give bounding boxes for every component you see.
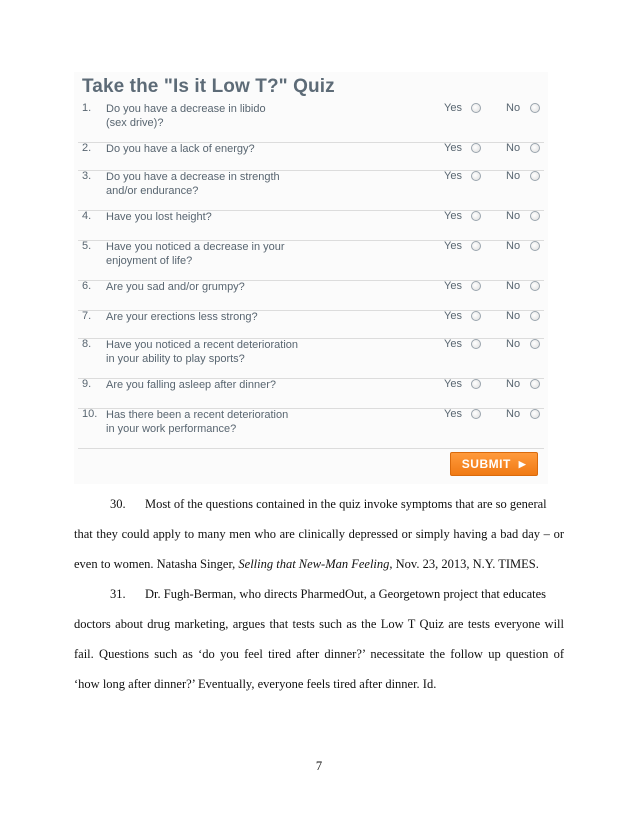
question-text: [106, 240, 336, 268]
no-label: No: [506, 240, 521, 252]
yes-radio[interactable]: [471, 311, 481, 321]
quiz-question-row: [78, 310, 544, 339]
yes-label: Yes: [444, 210, 462, 222]
paragraph-30-line-2: that they could apply to many men who are clinically depressed or simply having a bad day – or: [74, 527, 564, 541]
play-arrow-icon: ▶: [518, 458, 527, 469]
quiz-question-row: [78, 142, 544, 171]
no-radio[interactable]: [530, 281, 540, 291]
question-line-2: (sex drive)?: [106, 117, 164, 129]
question-line-1: Have you noticed a decrease in your: [106, 241, 285, 253]
no-label: No: [506, 170, 521, 182]
citation-source: Nov. 23, 2013, N.Y. TIMES.: [392, 557, 539, 571]
paragraph-text: Most of the questions contained in the quiz invoke symptoms that are so general: [145, 497, 547, 511]
question-number: 1.: [82, 102, 92, 114]
question-text: [106, 210, 336, 224]
yes-label: Yes: [444, 142, 462, 154]
question-line-1: Have you lost height?: [106, 211, 212, 223]
question-text: [106, 280, 336, 294]
paragraph-31-line-4: ‘how long after dinner?’ Eventually, everyone feels tired after dinner. Id.: [74, 677, 437, 691]
quiz-title: Take the "Is it Low T?" Quiz: [82, 76, 335, 97]
yes-label: Yes: [444, 240, 462, 252]
no-label: No: [506, 378, 521, 390]
question-number: 7.: [82, 310, 92, 322]
question-number: 10.: [82, 408, 98, 420]
question-number: 4.: [82, 210, 92, 222]
paragraph-30-line-3: [74, 557, 564, 572]
yes-radio[interactable]: [471, 409, 481, 419]
question-line-1: Do you have a lack of energy?: [106, 143, 255, 155]
low-t-quiz: [74, 72, 548, 484]
question-number: 2.: [82, 142, 92, 154]
question-number: 5.: [82, 240, 92, 252]
yes-radio[interactable]: [471, 211, 481, 221]
question-number: 8.: [82, 338, 92, 350]
question-line-2: and/or endurance?: [106, 185, 199, 197]
quiz-question-row: [78, 240, 544, 281]
no-radio[interactable]: [530, 171, 540, 181]
question-line-1: Are you sad and/or grumpy?: [106, 281, 245, 293]
yes-label: Yes: [444, 408, 462, 420]
no-radio[interactable]: [530, 241, 540, 251]
citation-title: Selling that New-Man Feeling,: [238, 557, 393, 571]
question-line-1: Has there been a recent deterioration: [106, 409, 289, 421]
paragraph-text: Dr. Fugh-Berman, who directs PharmedOut, a Georgetown project that educates: [145, 587, 547, 601]
question-text: [106, 170, 336, 198]
paragraph-number: 30.: [110, 497, 126, 511]
yes-radio[interactable]: [471, 143, 481, 153]
citation-text: even to women. Natasha Singer,: [74, 557, 239, 571]
page-number: 7: [315, 759, 323, 773]
question-line-1: Are you falling asleep after dinner?: [106, 379, 276, 391]
question-line-1: Have you noticed a recent deterioration: [106, 339, 299, 351]
paragraph-31-line-3: fail. Questions such as ‘do you feel tired after dinner?’ necessitate the follow up question of: [74, 647, 564, 661]
question-text: [106, 378, 336, 392]
quiz-question-row: [78, 102, 544, 143]
paragraph-31-line-1: [74, 587, 564, 602]
paragraph-31-line-2: doctors about drug marketing, argues that tests such as the Low T Quiz are tests everyone will: [74, 617, 564, 631]
no-radio[interactable]: [530, 339, 540, 349]
submit-label: SUBMIT: [461, 457, 511, 471]
quiz-question-row: [78, 210, 544, 241]
yes-radio[interactable]: [471, 171, 481, 181]
question-line-2: enjoyment of life?: [106, 255, 193, 267]
yes-label: Yes: [444, 310, 462, 322]
yes-radio[interactable]: [471, 281, 481, 291]
quiz-question-row: [78, 170, 544, 211]
no-radio[interactable]: [530, 311, 540, 321]
no-label: No: [506, 210, 521, 222]
no-label: No: [506, 338, 521, 350]
question-text: [106, 338, 336, 366]
yes-label: Yes: [444, 338, 462, 350]
question-line-1: Do you have a decrease in strength: [106, 171, 280, 183]
quiz-question-row: [78, 378, 544, 409]
question-text: [106, 142, 336, 156]
submit-button[interactable]: [450, 452, 538, 476]
yes-label: Yes: [444, 170, 462, 182]
no-radio[interactable]: [530, 211, 540, 221]
question-line-2: in your ability to play sports?: [106, 353, 245, 365]
yes-label: Yes: [444, 280, 462, 292]
question-line-1: Do you have a decrease in libido: [106, 103, 266, 115]
quiz-question-row: [78, 408, 544, 449]
yes-label: Yes: [444, 378, 462, 390]
no-label: No: [506, 142, 521, 154]
no-label: No: [506, 408, 521, 420]
question-number: 3.: [82, 170, 92, 182]
paragraph-number: 31.: [110, 587, 126, 601]
no-radio[interactable]: [530, 379, 540, 389]
question-number: 9.: [82, 378, 92, 390]
question-line-2: in your work performance?: [106, 423, 237, 435]
no-label: No: [506, 102, 521, 114]
yes-radio[interactable]: [471, 241, 481, 251]
question-text: [106, 102, 336, 130]
question-number: 6.: [82, 280, 92, 292]
no-label: No: [506, 280, 521, 292]
yes-radio[interactable]: [471, 379, 481, 389]
yes-radio[interactable]: [471, 103, 481, 113]
paragraph-30-line-1: [74, 497, 564, 512]
yes-label: Yes: [444, 102, 462, 114]
question-line-1: Are your erections less strong?: [106, 311, 258, 323]
no-radio[interactable]: [530, 143, 540, 153]
no-label: No: [506, 310, 521, 322]
question-text: [106, 408, 336, 436]
quiz-question-row: [78, 280, 544, 311]
no-radio[interactable]: [530, 409, 540, 419]
quiz-question-row: [78, 338, 544, 379]
yes-radio[interactable]: [471, 339, 481, 349]
no-radio[interactable]: [530, 103, 540, 113]
question-text: [106, 310, 336, 324]
